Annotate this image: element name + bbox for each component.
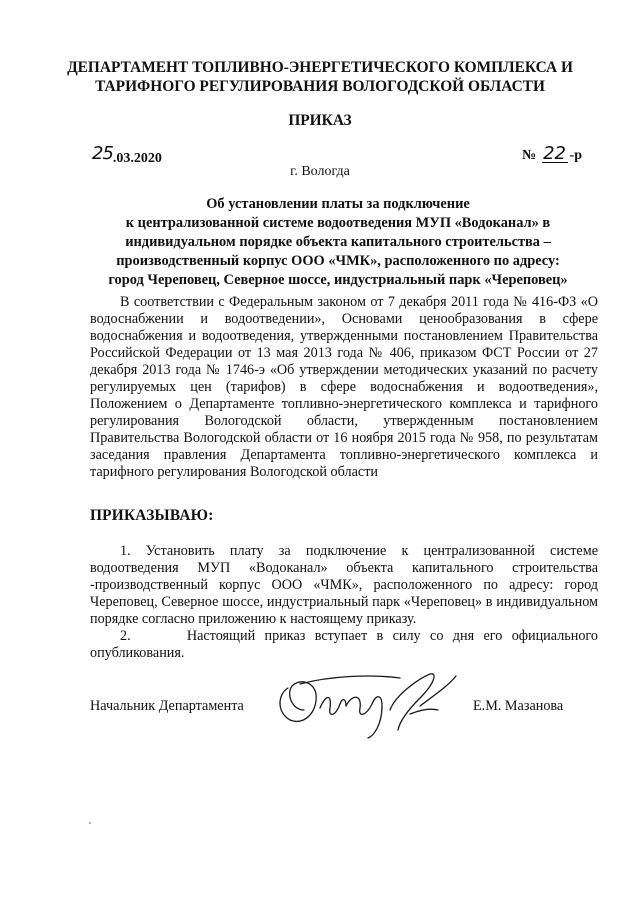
- subject-line-2: к централизованной системе водоотведения МУП «Водоканал» в: [125, 215, 551, 231]
- document-type: ПРИКАЗ: [288, 112, 352, 129]
- subject-line-3: индивидуальном порядке объекта капитального строительства –: [125, 234, 551, 250]
- department-line-2: ТАРИФНОГО РЕГУЛИРОВАНИЯ ВОЛОГОДСКОЙ ОБЛАСТИ: [95, 78, 545, 95]
- order-subject: [88, 195, 588, 290]
- number-sign: №: [521, 148, 537, 163]
- department-line-1: ДЕПАРТАМЕНТ ТОПЛИВНО-ЭНЕРГЕТИЧЕСКОГО КОМПЛЕКСА И: [67, 59, 573, 76]
- order-item-2: 2. Настоящий приказ вступает в силу со дня его официального опубликования.: [90, 628, 602, 661]
- order-number: [521, 143, 582, 164]
- preamble-block: [90, 294, 598, 481]
- order-items: [90, 543, 602, 662]
- department-heading: [40, 58, 600, 96]
- subject-line-1: Об установлении платы за подключение: [206, 196, 470, 212]
- handwritten-day: 25: [92, 143, 113, 164]
- subject-line-5: город Череповец, Северное шоссе, индустриальный парк «Череповец»: [108, 272, 568, 288]
- handwritten-signature-icon: [270, 664, 470, 742]
- signatory-name: Е.М. Мазанова: [473, 698, 564, 714]
- number-suffix: -р: [569, 148, 582, 163]
- order-item-1: 1. Установить плату за подключение к централизованной системе водоотведения МУП «Водоканал» объекта капитального строительства -производственный корпус ООО «ЧМК», расположенного по адресу: город Череповец, Северное шоссе, индустриальный парк «Череповец» в индивидуальном порядке согласно приложению к настоящему приказу.: [90, 543, 598, 627]
- signatory-title: Начальник Департамента: [90, 698, 244, 714]
- handwritten-number: 22: [543, 143, 566, 164]
- scan-speck: [89, 822, 91, 824]
- subject-line-4: производственный корпус ООО «ЧМК», расположенного по адресу:: [116, 253, 560, 269]
- date-month-year: .03.2020: [112, 151, 162, 166]
- city: г. Вологда: [290, 164, 350, 179]
- decree-word: ПРИКАЗЫВАЮ:: [90, 507, 214, 524]
- preamble-paragraph: В соответствии с Федеральным законом от 7 декабря 2011 года № 416-ФЗ «О водоснабжении и водоотведении», Основами ценообразования в сфере водоснабжения и водоотведения, утвержденными постановлением Правительства Российской Федерации от 13 мая 2013 года № 406, приказом ФСТ России от 27 декабря 2013 года № 1746-э «Об утверждении методических указаний по расчету регулируемых цен (тарифов) в сфере водоснабжения и водоотведения», Положением о Департаменте топливно-энергетического комплекса и тарифного регулирования Вологодской области, утвержденным постановлением Правительства Вологодской области от 16 ноября 2015 года № 958, по результатам заседания правления Департамента топливно-энергетического комплекса и тарифного регулирования Вологодской области: [90, 294, 598, 480]
